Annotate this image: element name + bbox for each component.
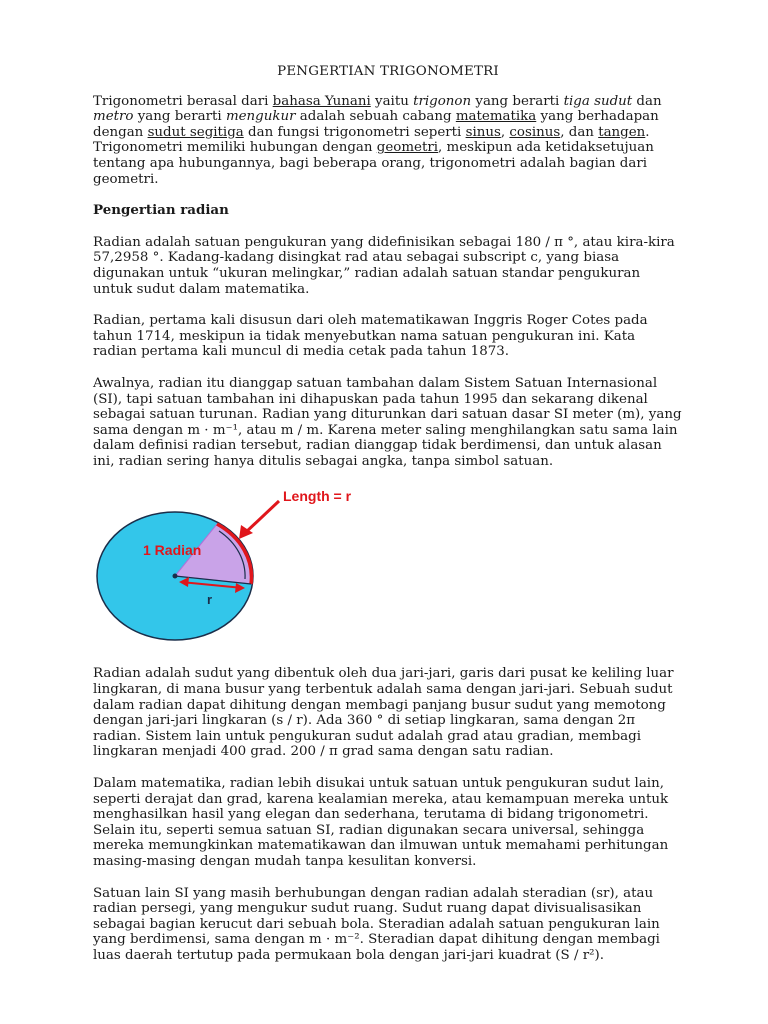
radian-label: 1 Radian — [143, 542, 202, 559]
text: yang berarti — [471, 93, 564, 109]
term-trigonon: trigonon — [413, 93, 472, 109]
paragraph-radian-si: Awalnya, radian itu dianggap satuan tambahan dalam Sistem Satuan Internasional (SI), tapi satuan tambahan ini dihapuskan pada tahun 1995 dan sekarang dikenal sebagai satuan turunan. Radian yang diturunkan dari satuan dasar SI meter (m), yang sama dengan m · m⁻¹, atau m / m. Karena meter saling menghilangkan satu sama lain dalam definisi radian tersebut, radian dianggap tidak berdimensi, dan untuk alasan ini, radian sering hanya ditulis sebagai angka, tanpa simbol satuan. — [93, 375, 682, 469]
text: , meskipun ada ketidaksetujuan tentang apa hubungannya, bagi beberapa orang, trigonometri adalah bagian dari geometri. — [93, 140, 654, 187]
link-cosinus[interactable]: cosinus — [509, 124, 561, 140]
link-matematika[interactable]: matematika — [455, 109, 537, 125]
link-sinus[interactable]: sinus — [465, 124, 501, 140]
text: dan — [632, 93, 662, 109]
link-sudut-segitiga[interactable]: sudut segitiga — [147, 124, 244, 140]
term-mengukur: mengukur — [225, 109, 296, 125]
length-pointer-line — [245, 501, 279, 533]
text: , — [500, 124, 510, 140]
link-bahasa-yunani[interactable]: bahasa Yunani — [272, 93, 371, 109]
document-body — [93, 64, 683, 980]
link-geometri[interactable]: geometri — [376, 140, 439, 156]
text: dan fungsi trigonometri seperti — [243, 124, 466, 140]
term-tiga-sudut: tiga sudut — [563, 93, 633, 109]
intro-paragraph — [93, 94, 683, 188]
paragraph-radian-angle: Radian adalah sudut yang dibentuk oleh dua jari-jari, garis dari pusat ke keliling luar lingkaran, di mana busur yang terbentuk adalah sama dengan jari-jari. Sebuah sudut dalam radian dapat dihitung dengan membagi panjang busur sudut yang memotong dengan jari-jari lingkaran (s / r). Ada 360 ° di setiap lingkaran, sama dengan 2π radian. Sistem lain untuk pengukuran sudut adalah grad atau gradian, membagi lingkaran menjadi 400 grad. 200 / π grad sama dengan satu radian. — [93, 666, 674, 760]
text: yang berhadapan dengan — [93, 109, 659, 140]
term-metro: metro — [93, 109, 134, 125]
text: Trigonometri berasal dari — [93, 93, 273, 109]
paragraph-radian-preferred: Dalam matematika, radian lebih disukai untuk satuan untuk pengukuran sudut lain, seperti derajat dan grad, karena kealamian mereka, atau kemampuan mereka untuk menghasilkan hasil yang elegan dan sederhana, terutama di bidang trigonometri. Selain itu, seperti semua satuan SI, radian digunakan secara universal, sehingga mereka memungkinkan matematikawan dan ilmuwan untuk memahami perhitungan masing-masing dengan mudah tanpa kesulitan konversi. — [93, 776, 669, 869]
text: . Trigonometri memiliki hubungan dengan — [93, 124, 650, 156]
text: adalah sebuah cabang — [295, 109, 456, 125]
r-label: r — [207, 592, 213, 608]
page-title: PENGERTIAN TRIGONOMETRI — [277, 64, 499, 79]
radian-diagram-svg — [93, 481, 383, 646]
text: , dan — [560, 124, 599, 140]
section-heading-radian: Pengertian radian — [93, 202, 229, 219]
paragraph-radian-definition: Radian adalah satuan pengukuran yang didefinisikan sebagai 180 / π °, atau kira-kira 57,2958 °. Kadang-kadang disingkat rad atau sebagai subscript c, yang biasa digunakan untuk “ukuran melingkar,” radian adalah satuan standar pengukuran untuk sudut dalam matematika. — [93, 234, 675, 297]
text: yaitu — [370, 93, 414, 109]
link-tangen[interactable]: tangen — [598, 124, 646, 140]
center-point — [173, 574, 178, 579]
radian-diagram — [93, 481, 383, 646]
text: yang berarti — [133, 109, 226, 125]
paragraph-radian-history: Radian, pertama kali disusun dari oleh matematikawan Inggris Roger Cotes pada tahun 1714, meskipun ia tidak menyebutkan nama satuan pengukuran ini. Kata radian pertama kali muncul di media cetak pada tahun 1873. — [93, 313, 648, 360]
length-label: Length = r — [283, 488, 352, 505]
paragraph-steradian: Satuan lain SI yang masih berhubungan dengan radian adalah steradian (sr), atau radian persegi, yang mengukur sudut ruang. Sudut ruang dapat divisualisasikan sebagai bagian kerucut dari sebuah bola. Steradian adalah satuan pengukuran lain yang berdimensi, sama dengan m · m⁻². Steradian dapat dihitung dengan membagi luas daerah tertutup pada permukaan bola dengan jari-jari kuadrat (S / r²). — [93, 885, 660, 963]
